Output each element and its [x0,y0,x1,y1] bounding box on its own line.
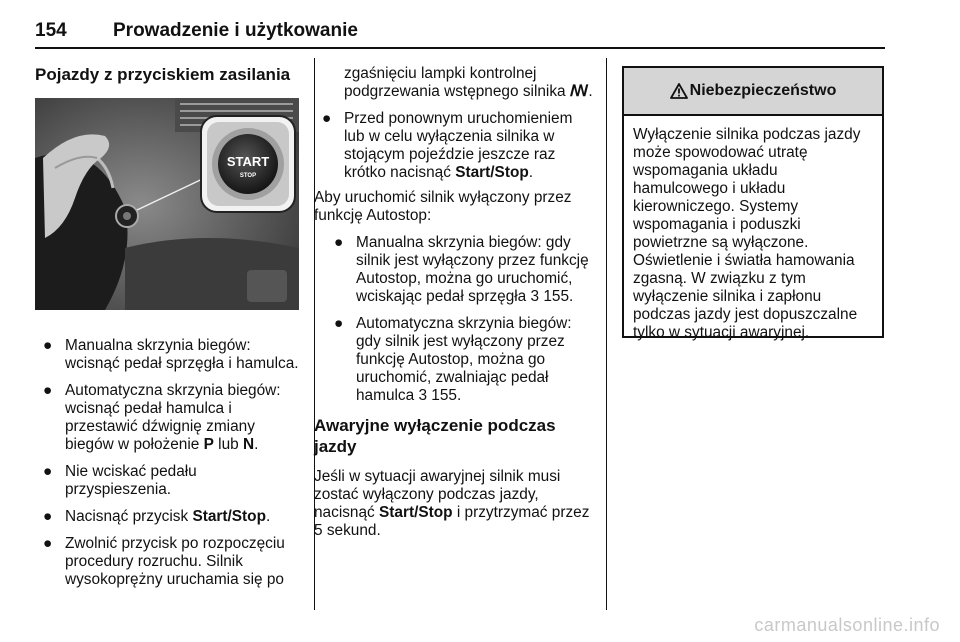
middle-column [314,65,596,540]
list-item-continued: zgaśnięciu lampki kontrolnej podgrzewania wstępnego silnika ꟿ. [344,65,593,100]
button-label-stop: STOP [239,173,257,179]
page-ref-icon: 3 [530,288,540,305]
autostop-intro: Aby uruchomić silnik wyłączony przez funkcję Autostop: [314,189,572,224]
section-title: Pojazdy z przyciskiem zasilania [35,65,291,84]
continuation-list [314,65,596,182]
list-item: ● Automatyczna skrzynia biegów: wcisnąć pedał hamulca i przestawić dźwignię zmiany biegów w położenie P lub N. [43,382,281,453]
list-item: ● Przed ponownym uruchomieniem lub w celu wyłączenia silnika w stojącym pojeździe jeszcze raz krótko nacisnąć Start/Stop. [322,110,573,181]
left-column [35,64,305,598]
button-label-start: START [226,154,270,169]
list-item: ● Nacisnąć przycisk Start/Stop. [43,508,271,525]
list-item: ● Automatyczna skrzynia biegów: gdy silnik jest wyłączony przez funkcję Autostop, można go uruchomić, zwalniając pedał hamulca 3 155. [334,315,572,404]
chapter-title: Prowadzenie i użytkowanie [113,20,358,41]
page-header [35,20,890,48]
page-ref-icon: 3 [418,387,428,404]
list-item: ● Nie wciskać pedału przyspieszenia. [43,463,197,498]
watermark: carmanualsonline.info [754,615,940,635]
glow-plug-icon: ꟿ [569,83,589,100]
header-rule [35,47,885,49]
autostop-list-wrap [314,234,596,405]
list-item: ● Zwolnić przycisk po rozpoczęciu procedury rozruchu. Silnik wysokoprężny uruchamia się po [43,535,285,588]
list-item: ● Manualna skrzynia biegów: wcisnąć pedał sprzęgła i hamulca. [43,337,299,372]
emergency-text: Jeśli w sytuacji awaryjnej silnik musi zostać wyłączony podczas jazdy, nacisnąć Start/Stop i przytrzymać przez 5 sekund. [314,468,590,539]
warning-header [624,68,882,116]
emergency-title: Awaryjne wyłączenie podczas jazdy [314,416,556,456]
list-item: ● Manualna skrzynia biegów: gdy silnik jest wyłączony przez funkcję Autostop, można go uruchomić, wciskając pedał sprzęgła 3 155. [334,234,589,305]
warning-title: Niebezpieczeństwo [689,82,837,99]
warning-triangle-icon [670,83,688,99]
column-divider-2 [606,58,607,610]
page-number: 154 [35,20,67,41]
start-procedure-list [35,337,305,589]
warning-box [622,66,884,341]
autostop-list [314,234,596,405]
start-stop-button-photo [35,98,299,310]
warning-text: Wyłączenie silnika podczas jazdy może spowodować utratę wspomagania układu hamulcowego i układu kierowniczego. Systemy wspomagania i poduszki powietrzne są wyłączone. Oświetlenie i światła hamowania zgasną. W związku z tym wyłączenie silnika i zapłonu podczas jazdy jest dopuszczalne tylko w sytuacji awaryjnej. [633,126,861,341]
